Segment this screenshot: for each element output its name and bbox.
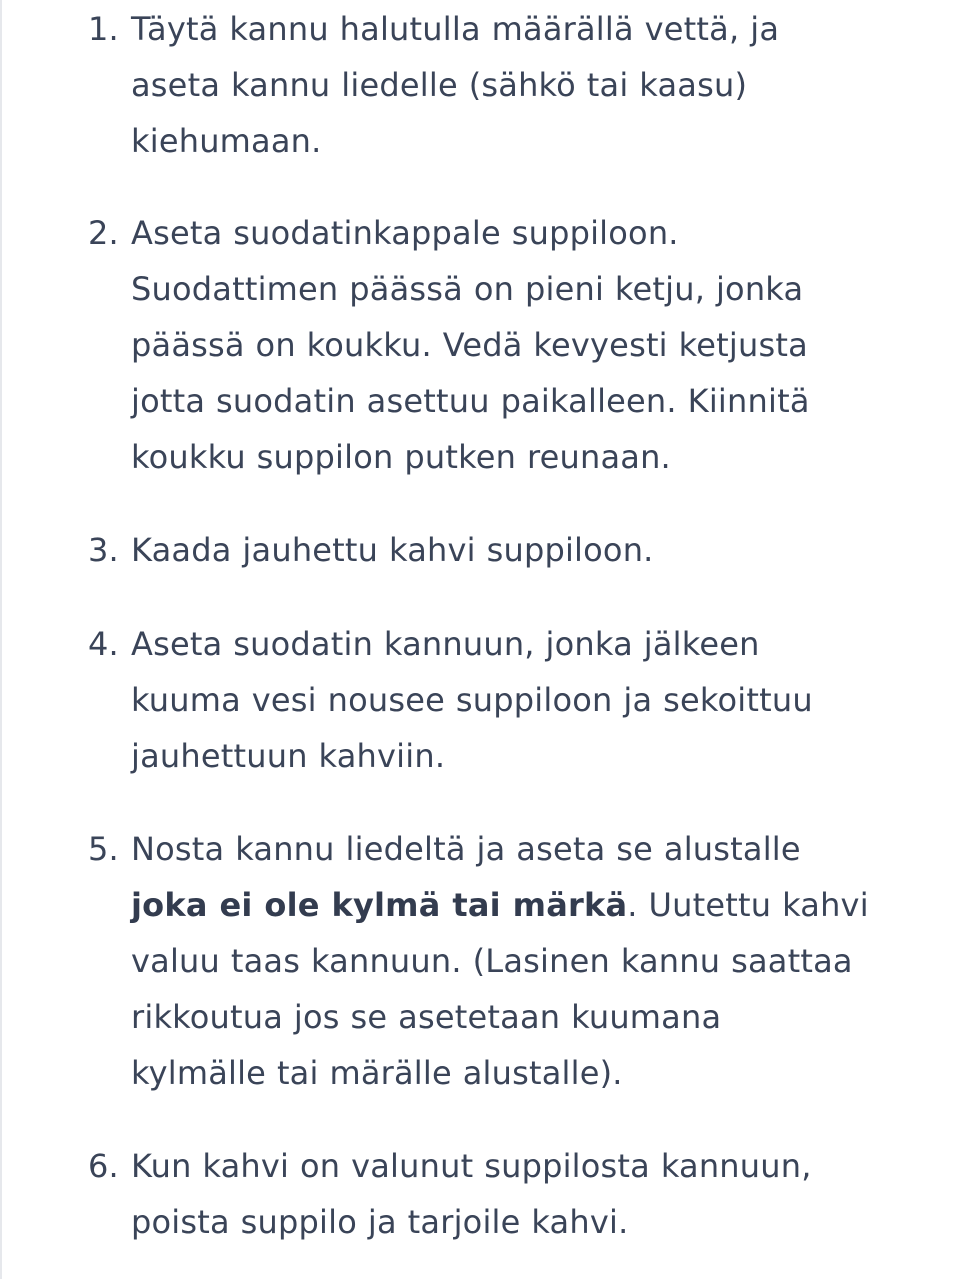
step-number: 5. [88, 830, 119, 868]
step-text [131, 205, 931, 485]
step-line: kuuma vesi nousee suppiloon ja sekoittuu [131, 681, 813, 719]
step-line: jotta suodatin asettuu paikalleen. Kiinnitä [131, 382, 810, 420]
step-line: Aseta suodatin kannuun, jonka jälkeen [131, 625, 760, 663]
step-number: 4. [88, 625, 119, 663]
step-number: 2. [88, 214, 119, 252]
step-number: 1. [88, 10, 119, 48]
step-line: Kaada jauhettu kahvi suppiloon. [131, 531, 654, 569]
step-line: Aseta suodatinkappale suppiloon. [131, 214, 679, 252]
step-line: Täytä kannu halutulla määrällä vettä, ja [131, 10, 780, 48]
step-line: valuu taas kannuun. (Lasinen kannu saattaa [131, 942, 853, 980]
emphasis-text: joka ei ole kylmä tai märkä [131, 886, 628, 924]
step-text [131, 1, 931, 169]
step-line-tail: . Uutettu kahvi [627, 886, 869, 924]
step-line-with-emphasis [131, 877, 931, 933]
step-line: aseta kannu liedelle (sähkö tai kaasu) [131, 66, 748, 104]
step-number: 3. [88, 531, 119, 569]
page-left-border [0, 0, 2, 1279]
step-line: kiehumaan. [131, 122, 322, 160]
step-line: päässä on koukku. Vedä kevyesti ketjusta [131, 326, 808, 364]
step-line: kylmälle tai märälle alustalle). [131, 1054, 623, 1092]
step-line: Nosta kannu liedeltä ja aseta se alustalle [131, 830, 801, 868]
step-line: Kun kahvi on valunut suppilosta kannuun, [131, 1147, 812, 1185]
step-text [131, 616, 931, 784]
step-line: rikkoutua jos se asetetaan kuumana [131, 998, 722, 1036]
step-text [131, 522, 931, 578]
step-line: poista suppilo ja tarjoile kahvi. [131, 1203, 629, 1241]
step-line: koukku suppilon putken reunaan. [131, 438, 671, 476]
step-line: Suodattimen päässä on pieni ketju, jonka [131, 270, 804, 308]
step-line: jauhettuun kahviin. [131, 737, 446, 775]
step-text [131, 821, 931, 1101]
step-number: 6. [88, 1147, 119, 1185]
step-text [131, 1138, 931, 1250]
